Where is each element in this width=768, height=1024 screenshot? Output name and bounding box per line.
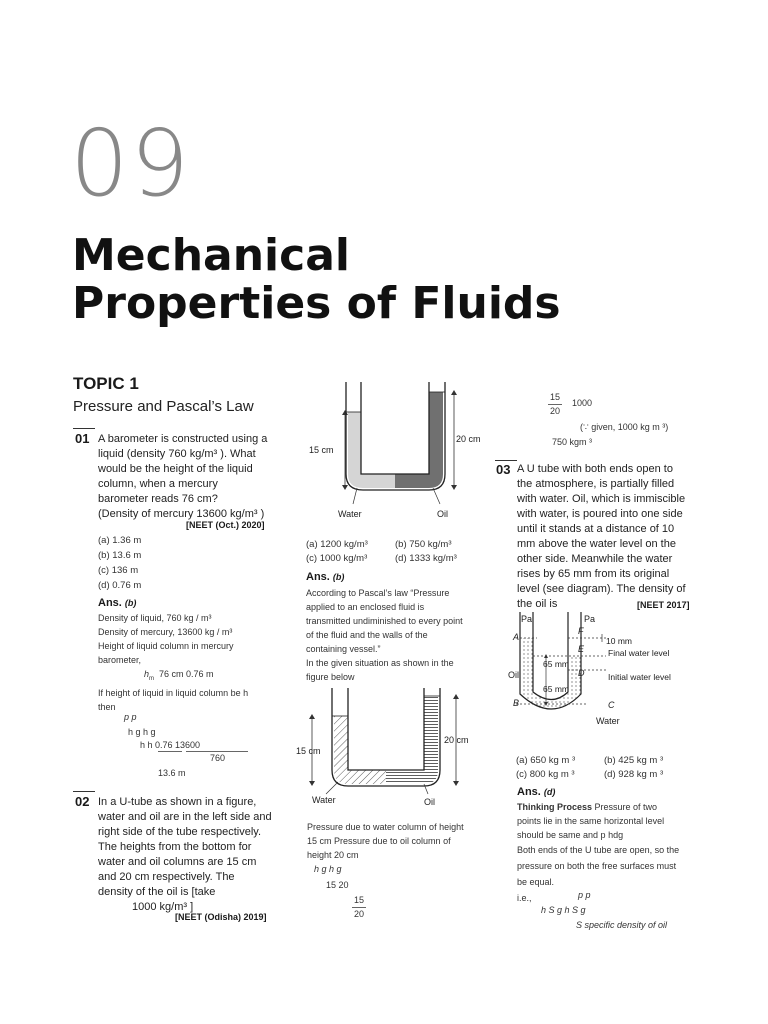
- q01-eq4: 760: [210, 753, 226, 763]
- fig-label-20cm: 20 cm: [456, 434, 481, 444]
- q01-eq2: h g h g: [128, 727, 156, 737]
- fig3-initial: Initial water level: [608, 672, 671, 682]
- solution-line: i.e.,: [517, 893, 532, 903]
- fig2-label-oil: Oil: [424, 797, 435, 807]
- solution-line: Height of liquid column in mercury: [98, 641, 234, 651]
- answer-value: (b): [124, 598, 137, 608]
- q01-question: [98, 432, 278, 522]
- q03-line: other side. Meanwhile the water: [517, 553, 673, 565]
- q02-line: water and oil are in the left side and: [98, 811, 272, 823]
- fig-label-15cm: 15 cm: [309, 445, 334, 455]
- fig-label-water: Water: [338, 509, 362, 519]
- solution-line: Pressure due to water column of height: [307, 822, 464, 832]
- solution-line: If height of liquid in liquid column be h: [98, 687, 249, 698]
- q03-line: the atmosphere, is partially filled: [517, 478, 675, 490]
- solution-line: $h_m$ 76 cm 0.76 m: [144, 669, 214, 682]
- q02-line: density of the oil is [take: [98, 886, 216, 898]
- solution-line: applied to an enclosed fluid is: [306, 602, 425, 612]
- answer-value: (d): [543, 787, 556, 797]
- chapter-title-line1: Mechanical: [72, 230, 350, 281]
- fig2-label-15cm: 15 cm: [296, 746, 321, 756]
- fig3-label-F: F: [578, 626, 584, 636]
- q03-answer: [517, 786, 555, 798]
- q03-line: until it stands at a distance of 10: [517, 523, 675, 535]
- fig3-label-D: D: [578, 668, 585, 678]
- q01-rule: [73, 428, 95, 429]
- q02-line: right side of the tube respectively.: [98, 826, 262, 838]
- q03-option-d: (d) 928 kg m ³: [604, 769, 664, 780]
- fraction-bar: [186, 751, 248, 752]
- q01-option-c: (c) 136 m: [98, 565, 139, 576]
- q01-eq3: h h 0.76 13600: [140, 740, 201, 750]
- q01-eq1: p p: [124, 712, 137, 722]
- q02-number: 02: [75, 794, 90, 809]
- answer-label: Ans.: [517, 786, 541, 798]
- fig2-label-water: Water: [312, 795, 336, 805]
- solution-line: figure below: [306, 672, 355, 682]
- q03-line: mm above the water level on the: [517, 538, 676, 550]
- q02-line: The heights from the bottom for: [98, 841, 252, 853]
- solution-line: barometer,: [98, 655, 142, 665]
- fig-label-oil: Oil: [437, 509, 448, 519]
- q03-eq3: S specific density of oil: [576, 920, 668, 930]
- q02-option-a: (a) 1200 kg/m³: [306, 539, 368, 550]
- q02-eqb: 15 20: [326, 880, 349, 890]
- chapter-title: [72, 232, 561, 328]
- q02-top-num: 15: [550, 392, 561, 402]
- q03-line: A U tube with both ends open to: [517, 463, 673, 475]
- solution-line: In the given situation as shown in the: [306, 658, 454, 668]
- answer-value: (b): [332, 572, 345, 582]
- q01-line: (Density of mercury 13600 kg/m³ ): [98, 508, 265, 520]
- answer-label: Ans.: [306, 571, 330, 583]
- fig3-label-E: E: [578, 644, 585, 654]
- solution-line: points lie in the same horizontal level: [517, 816, 665, 826]
- fig3-oil: Oil: [508, 670, 519, 680]
- q01-number: 01: [75, 431, 90, 446]
- q02-line: and 20 cm respectively. The: [98, 871, 235, 883]
- q01-line: barometer reads 76 cm?: [98, 493, 218, 505]
- solution-line: be equal.: [517, 877, 555, 887]
- solution-line: Both ends of the U tube are open, so the: [517, 845, 680, 855]
- q03-option-a: (a) 650 kg m ³: [516, 755, 576, 766]
- q03-rule: [495, 460, 517, 461]
- q02-line: water and oil columns are 15 cm: [98, 856, 257, 868]
- solution-line: Thinking Process Pressure of two: [517, 802, 658, 812]
- q02-figure-hatched: [296, 684, 486, 812]
- chapter-title-line2: Properties of Fluids: [72, 278, 561, 329]
- q02-top-given: (∵ given, 1000 kg m ³): [580, 422, 669, 432]
- q03-line: with water, is poured into one side: [517, 508, 683, 520]
- q01-line: A barometer is constructed using a: [98, 433, 268, 445]
- q01-line: column, when a mercury: [98, 478, 218, 490]
- q02-option-d: (d) 1333 kg/m³: [395, 553, 457, 564]
- fig3-final: Final water level: [608, 648, 670, 658]
- q03-line: level (see diagram). The density of: [517, 583, 686, 595]
- q02-top-result: 750 kgm ³: [552, 437, 593, 447]
- q02-option-b: (b) 750 kg/m³: [395, 539, 452, 550]
- fig3-65b: 65 mm: [543, 684, 569, 694]
- fig3-pa-right: Pa: [584, 614, 596, 624]
- fig3-label-C: C: [608, 700, 615, 710]
- q03-option-b: (b) 425 kg m ³: [604, 755, 664, 766]
- fig3-label-A: A: [513, 632, 520, 642]
- topic-label: TOPIC 1: [73, 374, 139, 393]
- q03-thinking: [517, 800, 702, 842]
- q01-option-d: (d) 0.76 m: [98, 580, 142, 591]
- fraction-bar: [548, 404, 562, 405]
- q02-line: In a U-tube as shown in a figure,: [98, 796, 257, 808]
- q01-answer: [98, 597, 136, 609]
- q02-question: [98, 795, 278, 915]
- fig3-pa-left: Pa: [521, 614, 533, 624]
- q01-eq5: 13.6 m: [158, 768, 186, 778]
- q01-option-b: (b) 13.6 m: [98, 550, 142, 561]
- fig3-label-B: B: [513, 698, 520, 708]
- q03-number: 03: [496, 462, 511, 477]
- q01-option-a: (a) 1.36 m: [98, 535, 142, 546]
- fig3-10mm: 10 mm: [606, 636, 632, 646]
- q02-rule: [73, 791, 95, 792]
- fig3-water: Water: [596, 716, 620, 726]
- q02-exam-tag: [NEET (Odisha) 2019]: [175, 912, 267, 922]
- solution-line: Density of liquid, 760 kg / m³: [98, 613, 212, 623]
- solution-line: containing vessel.”: [306, 644, 381, 654]
- q01-solution: [98, 611, 278, 714]
- solution-line: should be same and p hdg: [517, 830, 624, 840]
- solution-line: then: [98, 701, 116, 712]
- q01-line: would be the height of the liquid: [98, 463, 253, 475]
- q02-figure-utube: [305, 378, 490, 523]
- solution-line: According to Pascal’s law “Pressure: [306, 588, 450, 598]
- q03-line: rises by 65 mm from its original: [517, 568, 670, 580]
- q02-solution-cont: [307, 820, 492, 862]
- q03-solution: [517, 842, 702, 906]
- q02-eqd: 20: [354, 909, 365, 919]
- q02-solution: [306, 586, 491, 684]
- q03-exam-tag: [NEET 2017]: [637, 600, 690, 610]
- solution-line: pressure on both the free surfaces must: [517, 861, 677, 871]
- topic-subtitle: Pressure and Pascal’s Law: [73, 398, 254, 415]
- solution-line: transmitted undiminished to every point: [306, 616, 463, 626]
- q02-answer: [306, 571, 344, 583]
- fraction-bar: [352, 907, 366, 908]
- q01-options: [98, 533, 141, 593]
- fraction-bar: [158, 751, 182, 752]
- q03-figure-utube: [506, 612, 706, 730]
- q03-option-c: (c) 800 kg m ³: [516, 769, 575, 780]
- answer-label: Ans.: [98, 597, 122, 609]
- q03-line: with water. Oil, which is immiscible: [517, 493, 686, 505]
- q02-line: 1000 kg/m³ ]: [132, 901, 194, 913]
- q03-line: the oil is: [517, 598, 558, 610]
- solution-line: 15 cm Pressure due to oil column of: [307, 836, 451, 846]
- q02-option-c: (c) 1000 kg/m³: [306, 553, 368, 564]
- solution-line: Density of mercury, 13600 kg / m³: [98, 627, 233, 637]
- q01-exam-tag: [NEET (Oct.) 2020]: [186, 520, 265, 530]
- solution-line: height 20 cm: [307, 850, 359, 860]
- chapter-number: 09: [70, 110, 192, 217]
- q03-eq2: h S g h S g: [541, 905, 586, 915]
- q03-eq1: p p: [578, 890, 591, 900]
- q02-top-den: 20: [550, 406, 561, 416]
- fig2-label-20cm: 20 cm: [444, 735, 469, 745]
- q03-question: [517, 462, 697, 612]
- q02-eqc: 15: [354, 895, 365, 905]
- q02-top-1000: 1000: [572, 398, 593, 408]
- q01-line: liquid (density 760 kg/m³ ). What: [98, 448, 256, 460]
- fig3-65a: 65 mm: [543, 659, 569, 669]
- solution-line: of the fluid and the walls of the: [306, 630, 428, 640]
- q02-eqa: h g h g: [314, 864, 342, 874]
